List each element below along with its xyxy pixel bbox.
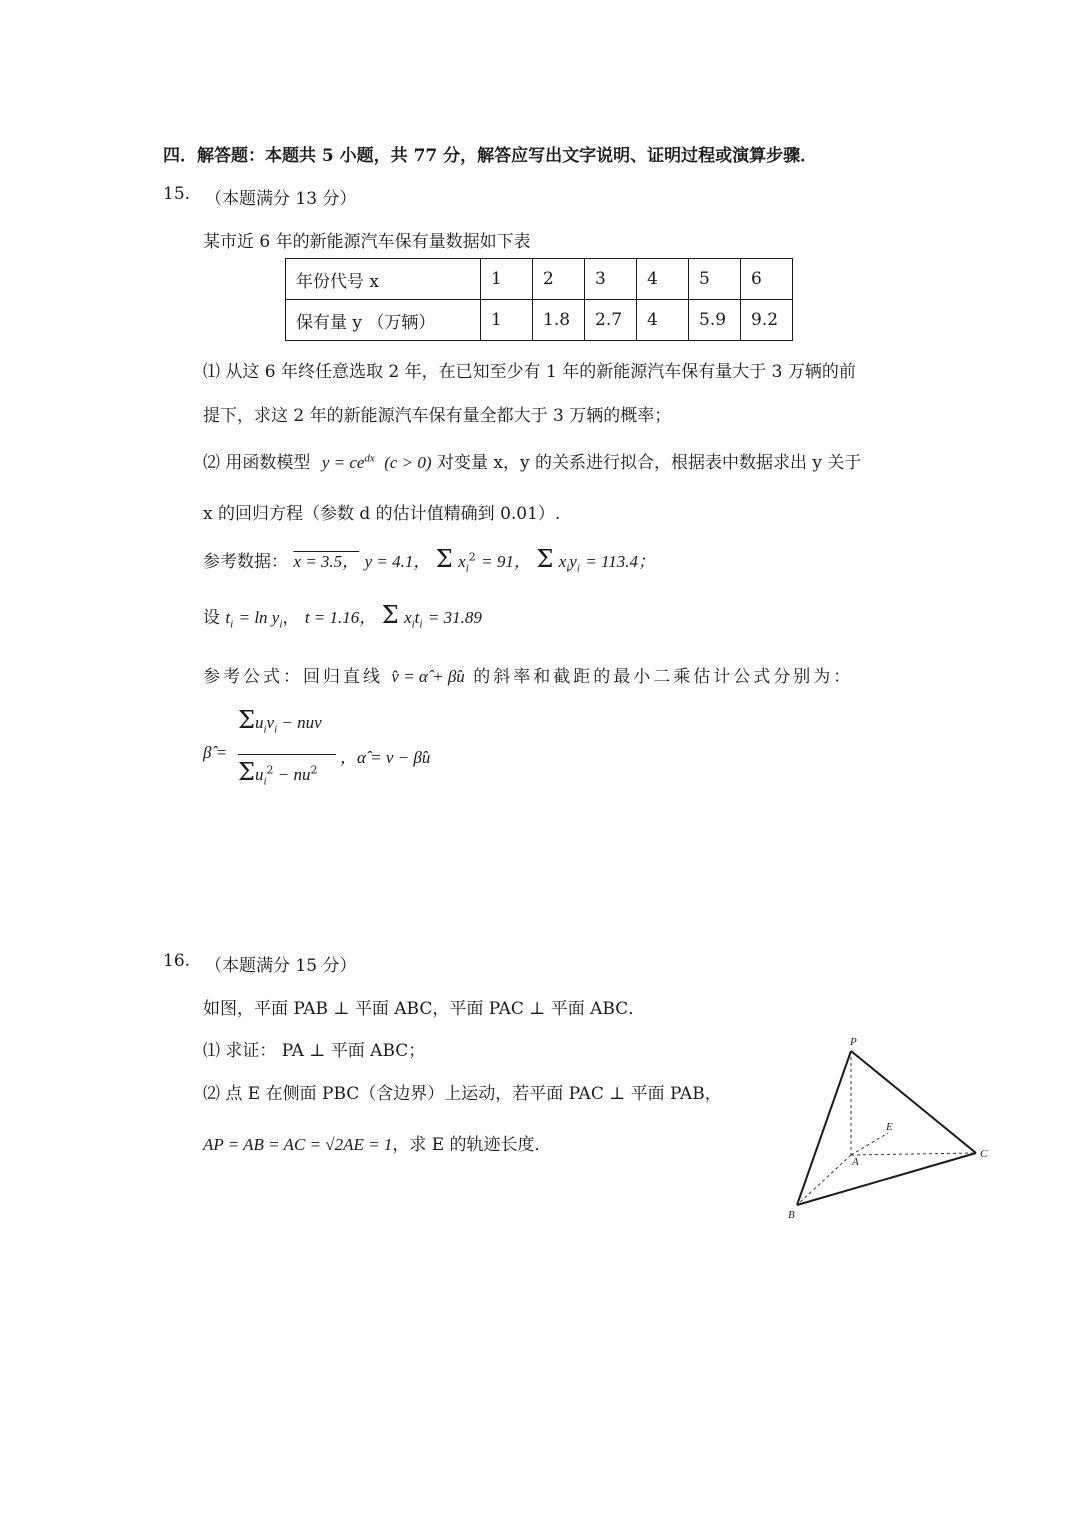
edge-AC: [851, 1153, 976, 1155]
table-header-holdings: 保有量 y （万辆）: [286, 300, 481, 341]
part2-model: y = ce: [321, 453, 365, 472]
label-C: C: [980, 1148, 988, 1160]
table-header-year: 年份代号 x: [286, 259, 481, 300]
ref-sum1-term: x: [458, 552, 466, 571]
subscript-i: i: [419, 618, 423, 631]
subscript-i: i: [566, 562, 570, 575]
q16-part2-line2: [203, 1130, 552, 1155]
beta-numerator: $\Sigma u_iv_i$ − nuv: [238, 706, 322, 736]
fraction-bar: [238, 754, 336, 755]
table-cell: 2: [533, 259, 585, 300]
edge-PC: [851, 1051, 976, 1153]
table-cell: 9.2: [741, 300, 793, 341]
table-row-year: [286, 259, 793, 300]
q16-number: 16.: [163, 951, 191, 971]
q16-part2-math: AP = AB = AC = √2AE = 1: [203, 1135, 393, 1154]
table-cell: 1: [481, 300, 533, 341]
set-t-line: 设 $t_i = \ln y_i$， t = 1.16， Σ $x_it_i = 31.89$: [203, 601, 482, 631]
q16-score: （本题满分 15 分）: [205, 956, 357, 976]
table-cell: 3: [585, 259, 637, 300]
table-cell: 5.9: [689, 300, 741, 341]
subscript-i: i: [465, 562, 469, 575]
part2-condition: (c > 0): [384, 453, 432, 472]
table-row-holdings: [286, 300, 793, 341]
q15-part1-line2: 提下，求这 2 年的新能源汽车保有量全都大于 3 万辆的概率；: [203, 406, 672, 426]
subscript-i: i: [576, 562, 580, 575]
x-variable: x: [404, 608, 412, 627]
superscript-2: 2: [468, 550, 476, 564]
edge-BC: [797, 1153, 976, 1205]
subscript-i: i: [411, 618, 415, 631]
t-variable: t: [414, 608, 420, 627]
part2-exponent: dx: [364, 452, 375, 465]
q15-data-table: [285, 258, 793, 341]
q15-part2-line1: [203, 448, 861, 473]
q16-part2-text: ，求 E 的轨迹长度．: [392, 1135, 552, 1155]
table-cell: 4: [637, 259, 689, 300]
table-cell: 5: [689, 259, 741, 300]
edge-PB: [797, 1051, 851, 1205]
sigma-symbol: Σ: [536, 545, 554, 573]
label-A: A: [852, 1156, 859, 1168]
ref-formula-suffix: 的斜率和截距的最小二乘估计公式分别为：: [473, 667, 854, 687]
table-cell: 2.7: [585, 300, 637, 341]
set-sum-value: = 31.89: [427, 608, 482, 627]
part2-prefix: ⑵ 用函数模型: [203, 453, 311, 473]
sigma-symbol: Σ: [381, 601, 399, 629]
table-cell: 4: [637, 300, 689, 341]
table-cell: 1.8: [533, 300, 585, 341]
q16-part1: ⑴ 求证： PA ⊥ 平面 ABC；: [203, 1041, 426, 1061]
subscript-i: i: [279, 618, 283, 631]
subscript-i: i: [230, 618, 234, 631]
q15-part1-line1: ⑴ 从这 6 年终任意选取 2 年，在已知至少有 1 年的新能源汽车保有量大于 3 万辆的前: [203, 362, 856, 382]
beta-denominator: $\Sigma u_i^2 - nu^2$: [238, 758, 318, 788]
q16-part2-line1: ⑵ 点 E 在侧面 PBC（含边界）上运动，若平面 PAC ⊥ 平面 PAB，: [203, 1084, 722, 1104]
ref-sum1-value: = 91，: [481, 552, 531, 571]
q15-score: （本题满分 13 分）: [205, 189, 357, 209]
ref-xbar: x = 3.5，: [293, 552, 360, 571]
section-heading: 四．解答题：本题共 5 小题，共 77 分，解答应写出文字说明、证明过程或演算步骤．: [163, 146, 818, 166]
ref-formula-eq: v̂ = α̂ + β̂u: [391, 667, 465, 686]
set-tbar: t = 1.16，: [304, 608, 377, 627]
set-t-var: t: [225, 608, 231, 627]
ref-sum2-value: = 113.4；: [585, 552, 656, 571]
sigma-symbol: Σ: [435, 545, 453, 573]
label-B: B: [788, 1209, 795, 1221]
ref-formula-label: 参考公式：回归直线: [203, 667, 383, 687]
q15-intro: 某市近 6 年的新能源汽车保有量数据如下表: [203, 232, 531, 252]
q15-part2-line2: x 的回归方程（参数 d 的估计值精确到 0.01）.: [203, 504, 561, 524]
beta-hat-label: β̂ =: [203, 743, 228, 762]
table-cell: 6: [741, 259, 793, 300]
q16-intro: 如图，平面 PAB ⊥ 平面 ABC，平面 PAC ⊥ 平面 ABC．: [203, 999, 646, 1019]
ref-ybar: y = 4.1，: [364, 552, 431, 571]
set-label: 设: [203, 608, 220, 628]
part2-suffix: 对变量 x，y 的关系进行拟合，根据表中数据求出 y 关于: [436, 453, 862, 473]
y-variable: y: [569, 552, 577, 571]
segment-AE: [851, 1133, 888, 1155]
tetrahedron-figure: [780, 1030, 1000, 1225]
ref-sum2-term: x: [558, 552, 567, 571]
alpha-hat-formula: ，α̂ = v − β̂u: [340, 748, 431, 767]
ref-data-label: 参考数据：: [203, 552, 288, 572]
ref-formula-line: [203, 662, 853, 687]
table-cell: 1: [481, 259, 533, 300]
label-P: P: [850, 1036, 857, 1048]
set-t-eq: = ln y: [238, 608, 280, 627]
ref-data-line: [203, 545, 655, 574]
label-E: E: [886, 1121, 893, 1133]
q15-number: 15.: [163, 184, 191, 204]
